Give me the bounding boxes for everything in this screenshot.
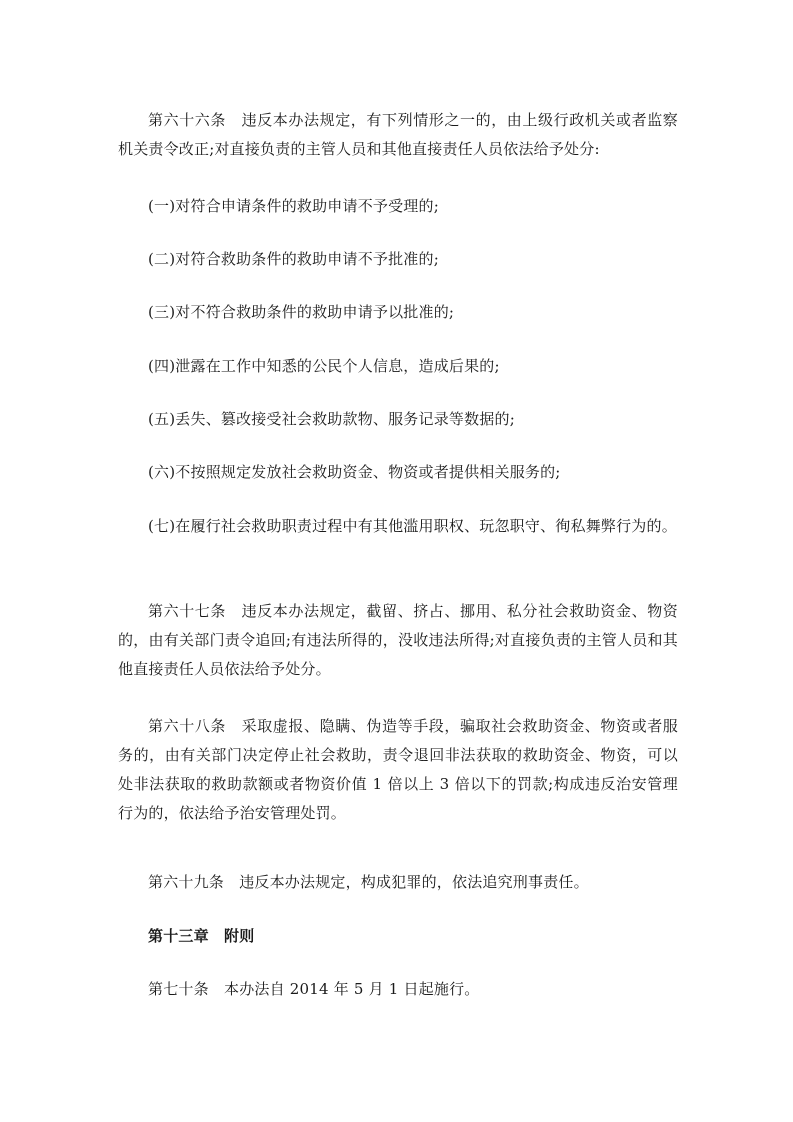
article-66: 第六十六条 违反本办法规定，有下列情形之一的，由上级行政机关或者监察机关责令改正;对直接负责的主管人员和其他直接责任人员依法给予处分: <box>118 111 678 158</box>
article-66-item-3: (三)对不符合救助条件的救助申请予以批准的; <box>148 303 455 321</box>
article-66-item-2: (二)对符合救助条件的救助申请不予批准的; <box>148 250 439 268</box>
article-66-item-5: (五)丢失、篡改接受社会救助款物、服务记录等数据的; <box>148 410 515 428</box>
article-66-item-1: (一)对符合申请条件的救助申请不予受理的; <box>148 197 439 215</box>
article-68: 第六十八条 采取虚报、隐瞒、伪造等手段，骗取社会救助资金、物资或者服务的，由有关部门决定停止社会救助，责令退回非法获取的救助资金、物资，可以处非法获取的救助款额或者物资价值 1 倍以上 3 倍以下的罚款;构成违反治安管理行为的，依法给予治安管理处罚。 <box>118 717 678 822</box>
article-67: 第六十七条 违反本办法规定，截留、挤占、挪用、私分社会救助资金、物资的，由有关部门责令追回;有违法所得的，没收违法所得;对直接负责的主管人员和其他直接责任人员依法给予处分。 <box>118 602 678 678</box>
article-66-item-7: (七)在履行社会救助职责过程中有其他滥用职权、玩忽职守、徇私舞弊行为的。 <box>148 517 677 535</box>
article-69: 第六十九条 违反本办法规定，构成犯罪的，依法追究刑事责任。 <box>148 873 589 891</box>
article-66-item-6: (六)不按照规定发放社会救助资金、物资或者提供相关服务的; <box>148 463 561 481</box>
chapter-13-heading: 第十三章 附则 <box>148 927 255 945</box>
article-70: 第七十条 本办法自 2014 年 5 月 1 日起施行。 <box>148 980 480 998</box>
article-66-item-4: (四)泄露在工作中知悉的公民个人信息，造成后果的; <box>148 357 500 375</box>
